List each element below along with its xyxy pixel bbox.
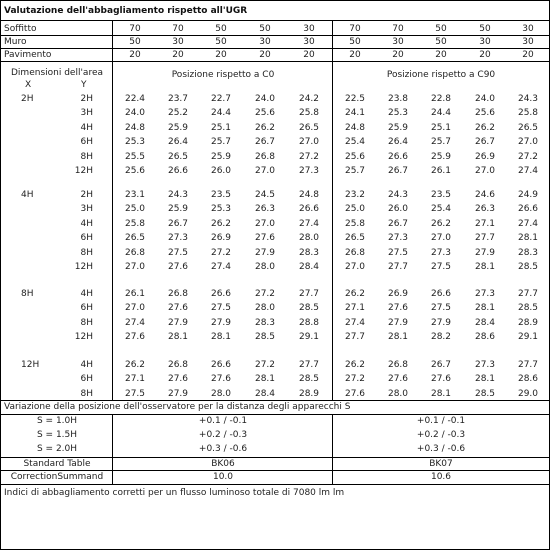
ugr-value-c90: 27.7 xyxy=(344,332,366,342)
ugr-value-c90: 24.3 xyxy=(517,94,539,104)
ugr-value-c90: 27.7 xyxy=(517,360,539,370)
ugr-value-c90: 26.7 xyxy=(387,219,409,229)
ugr-value-c90: 26.2 xyxy=(474,123,496,133)
ugr-value-c90: 28.6 xyxy=(474,332,496,342)
ugr-value-c0: 25.1 xyxy=(210,123,232,133)
ugr-value-c0: 26.7 xyxy=(167,219,189,229)
ugr-value-c90: 29.0 xyxy=(517,389,539,399)
variation-c90: +0.3 / -0.6 xyxy=(416,444,466,454)
ugr-value-c90: 25.9 xyxy=(430,152,452,162)
dimensions-label: Dimensioni dell'area xyxy=(11,68,103,78)
ugr-value-c0: 25.6 xyxy=(254,108,276,118)
ugr-value-c90: 23.2 xyxy=(344,190,366,200)
area-y-label: 12H xyxy=(74,262,93,272)
area-x-label: 12H xyxy=(21,360,40,370)
ugr-value-c90: 27.0 xyxy=(474,166,496,176)
ugr-value-c90: 25.4 xyxy=(344,137,366,147)
ugr-value-c90: 27.9 xyxy=(387,318,409,328)
column-divider-c0-c90 xyxy=(332,20,333,400)
ugr-value-c90: 28.0 xyxy=(387,389,409,399)
variation-label: Variazione della posizione dell'osservatore per la distanza degli apparecchi S xyxy=(4,402,351,412)
ugr-value-c90: 25.0 xyxy=(344,204,366,214)
area-x-label: 4H xyxy=(21,190,34,200)
rule-title xyxy=(1,20,549,21)
ugr-value-c90: 27.5 xyxy=(387,248,409,258)
ugr-value-c90: 23.5 xyxy=(430,190,452,200)
ugr-value-c90: 28.1 xyxy=(387,332,409,342)
reflectance-value: 20 xyxy=(392,50,404,60)
ugr-value-c90: 27.4 xyxy=(517,219,539,229)
ugr-value-c0: 23.7 xyxy=(167,94,189,104)
ugr-value-c90: 25.6 xyxy=(474,108,496,118)
ugr-value-c90: 27.7 xyxy=(387,262,409,272)
ugr-value-c0: 25.5 xyxy=(124,152,146,162)
reflectance-value: 50 xyxy=(259,24,271,34)
ugr-value-c0: 23.1 xyxy=(124,190,146,200)
area-y-label: 2H xyxy=(80,94,93,104)
ugr-value-c0: 27.0 xyxy=(124,262,146,272)
reflectance-value: 20 xyxy=(259,50,271,60)
ugr-value-c90: 28.6 xyxy=(517,374,539,384)
ugr-value-c0: 27.2 xyxy=(298,152,320,162)
ugr-value-c90: 26.6 xyxy=(517,204,539,214)
ugr-value-c90: 24.0 xyxy=(474,94,496,104)
ugr-value-c0: 27.9 xyxy=(167,389,189,399)
ugr-value-c0: 25.2 xyxy=(167,108,189,118)
ugr-value-c0: 27.6 xyxy=(210,374,232,384)
ugr-value-c90: 27.5 xyxy=(430,262,452,272)
ugr-value-c0: 27.9 xyxy=(167,318,189,328)
ugr-value-c0: 26.8 xyxy=(124,248,146,258)
ugr-value-c0: 28.1 xyxy=(210,332,232,342)
area-y-label: 12H xyxy=(74,166,93,176)
ugr-value-c90: 24.4 xyxy=(430,108,452,118)
ugr-value-c90: 27.1 xyxy=(474,219,496,229)
ugr-value-c0: 26.6 xyxy=(167,166,189,176)
standard-table-c0: BK06 xyxy=(211,459,235,469)
ugr-value-c90: 27.4 xyxy=(344,318,366,328)
ugr-value-c0: 26.2 xyxy=(124,360,146,370)
rule-after-variation xyxy=(1,414,549,415)
ugr-value-c90: 27.4 xyxy=(517,166,539,176)
ugr-value-c0: 25.3 xyxy=(124,137,146,147)
standard-table-c90: BK07 xyxy=(429,459,453,469)
reflectance-value: 30 xyxy=(522,24,534,34)
ugr-value-c90: 24.8 xyxy=(344,123,366,133)
ugr-value-c90: 26.2 xyxy=(344,289,366,299)
c0-header: Posizione rispetto a C0 xyxy=(171,70,275,80)
ugr-value-c90: 24.1 xyxy=(344,108,366,118)
reflectance-value: 30 xyxy=(172,37,184,47)
ugr-value-c90: 25.3 xyxy=(387,108,409,118)
ugr-value-c0: 24.0 xyxy=(254,94,276,104)
ugr-value-c0: 25.0 xyxy=(124,204,146,214)
ugr-value-c90: 24.6 xyxy=(474,190,496,200)
ugr-value-c90: 26.7 xyxy=(430,360,452,370)
ugr-value-c0: 26.4 xyxy=(167,137,189,147)
variation-c90: +0.1 / -0.1 xyxy=(416,416,466,426)
reflectance-value: 30 xyxy=(479,37,491,47)
ugr-value-c90: 27.3 xyxy=(474,289,496,299)
area-y-label: 6H xyxy=(80,137,93,147)
ugr-value-c90: 24.3 xyxy=(387,190,409,200)
ugr-value-c0: 27.6 xyxy=(254,233,276,243)
x-label: X xyxy=(25,80,32,90)
area-y-label: 3H xyxy=(80,108,93,118)
area-x-label: 8H xyxy=(21,289,34,299)
ugr-value-c90: 27.9 xyxy=(474,248,496,258)
ugr-value-c0: 27.6 xyxy=(124,332,146,342)
reflectance-value: 20 xyxy=(172,50,184,60)
area-y-label: 4H xyxy=(80,219,93,229)
ugr-value-c90: 28.1 xyxy=(474,303,496,313)
ugr-value-c0: 28.4 xyxy=(254,389,276,399)
ugr-value-c90: 26.2 xyxy=(344,360,366,370)
area-y-label: 8H xyxy=(80,389,93,399)
ugr-value-c90: 25.8 xyxy=(517,108,539,118)
ugr-value-c0: 26.7 xyxy=(254,137,276,147)
ugr-value-c0: 27.0 xyxy=(124,303,146,313)
ugr-value-c0: 27.5 xyxy=(124,389,146,399)
variation-c90: +0.2 / -0.3 xyxy=(416,430,466,440)
ugr-value-c90: 27.6 xyxy=(344,389,366,399)
variation-c0: +0.1 / -0.1 xyxy=(198,416,248,426)
ugr-value-c0: 24.3 xyxy=(167,190,189,200)
area-y-label: 4H xyxy=(80,289,93,299)
ugr-value-c0: 24.2 xyxy=(298,94,320,104)
ugr-value-c90: 26.9 xyxy=(387,289,409,299)
ugr-value-c90: 26.9 xyxy=(474,152,496,162)
ugr-value-c90: 26.7 xyxy=(474,137,496,147)
area-y-label: 6H xyxy=(80,303,93,313)
ugr-value-c90: 28.9 xyxy=(517,318,539,328)
ugr-value-c0: 27.9 xyxy=(210,318,232,328)
ugr-value-c90: 27.5 xyxy=(430,303,452,313)
ugr-value-c90: 22.8 xyxy=(430,94,452,104)
ugr-value-c0: 26.9 xyxy=(210,233,232,243)
reflectance-value: 70 xyxy=(129,24,141,34)
ugr-value-c90: 25.9 xyxy=(387,123,409,133)
reflectance-value: 70 xyxy=(349,24,361,34)
ugr-value-c0: 27.6 xyxy=(167,262,189,272)
ugr-value-c0: 24.8 xyxy=(298,190,320,200)
ugr-value-c0: 26.1 xyxy=(124,289,146,299)
ugr-value-c90: 28.2 xyxy=(430,332,452,342)
ugr-value-c90: 27.0 xyxy=(517,137,539,147)
area-y-label: 6H xyxy=(80,374,93,384)
ugr-value-c90: 25.4 xyxy=(430,204,452,214)
ugr-value-c0: 26.3 xyxy=(254,204,276,214)
reflectance-value: 20 xyxy=(522,50,534,60)
variation-s: S = 2.0H xyxy=(36,444,78,454)
ugr-value-c0: 25.3 xyxy=(210,204,232,214)
ugr-value-c0: 26.0 xyxy=(210,166,232,176)
reflectance-label: Soffitto xyxy=(4,24,37,34)
ugr-value-c0: 27.3 xyxy=(167,233,189,243)
footer-note: Indici di abbagliamento corretti per un flusso luminoso totale di 7080 lm lm xyxy=(4,488,345,498)
reflectance-value: 20 xyxy=(349,50,361,60)
ugr-value-c0: 22.4 xyxy=(124,94,146,104)
ugr-value-c0: 27.1 xyxy=(124,374,146,384)
ugr-value-c90: 26.7 xyxy=(387,166,409,176)
ugr-value-c0: 27.2 xyxy=(254,360,276,370)
ugr-value-c90: 27.6 xyxy=(387,303,409,313)
ugr-value-c0: 27.3 xyxy=(298,166,320,176)
reflectance-value: 20 xyxy=(479,50,491,60)
table-title: Valutazione dell'abbagliamento rispetto all'UGR xyxy=(4,6,248,16)
ugr-value-c0: 28.0 xyxy=(298,233,320,243)
ugr-value-c90: 27.7 xyxy=(474,233,496,243)
ugr-value-c0: 22.7 xyxy=(210,94,232,104)
ugr-value-c90: 26.5 xyxy=(517,123,539,133)
ugr-value-c0: 28.3 xyxy=(298,248,320,258)
ugr-value-c90: 27.6 xyxy=(387,374,409,384)
ugr-value-c0: 27.5 xyxy=(210,303,232,313)
area-y-label: 4H xyxy=(80,123,93,133)
column-divider-labels xyxy=(112,414,113,484)
standard-table-label: Standard Table xyxy=(23,459,91,469)
ugr-value-c90: 27.9 xyxy=(430,318,452,328)
rule-reflectance xyxy=(1,48,549,49)
ugr-value-c0: 26.2 xyxy=(210,219,232,229)
ugr-value-c0: 27.0 xyxy=(298,137,320,147)
ugr-value-c0: 24.8 xyxy=(124,123,146,133)
ugr-value-c0: 27.0 xyxy=(254,166,276,176)
ugr-value-c90: 22.5 xyxy=(344,94,366,104)
ugr-value-c90: 23.8 xyxy=(387,94,409,104)
reflectance-value: 30 xyxy=(303,24,315,34)
ugr-value-c0: 28.8 xyxy=(298,318,320,328)
column-divider-labels xyxy=(112,20,113,400)
area-y-label: 6H xyxy=(80,233,93,243)
ugr-value-c0: 26.5 xyxy=(124,233,146,243)
ugr-value-c0: 26.6 xyxy=(210,289,232,299)
reflectance-value: 50 xyxy=(215,24,227,34)
ugr-value-c0: 28.5 xyxy=(298,303,320,313)
reflectance-value: 30 xyxy=(392,37,404,47)
area-x-label: 2H xyxy=(21,94,34,104)
ugr-value-c0: 27.4 xyxy=(124,318,146,328)
reflectance-label: Muro xyxy=(4,37,27,47)
ugr-value-c90: 28.1 xyxy=(474,374,496,384)
rule-after-variations xyxy=(1,457,549,458)
ugr-value-c0: 25.7 xyxy=(210,137,232,147)
area-y-label: 8H xyxy=(80,318,93,328)
ugr-value-c0: 25.9 xyxy=(210,152,232,162)
ugr-value-c0: 24.0 xyxy=(124,108,146,118)
reflectance-value: 20 xyxy=(435,50,447,60)
ugr-value-c90: 27.0 xyxy=(344,262,366,272)
rule-reflectance xyxy=(1,35,549,36)
ugr-value-c0: 28.9 xyxy=(298,389,320,399)
ugr-value-c0: 24.4 xyxy=(210,108,232,118)
ugr-value-c90: 25.1 xyxy=(430,123,452,133)
variation-s: S = 1.0H xyxy=(36,416,78,426)
ugr-value-c0: 28.0 xyxy=(254,262,276,272)
ugr-value-c90: 26.8 xyxy=(344,248,366,258)
correction-c90: 10.6 xyxy=(430,472,452,482)
ugr-value-c0: 27.5 xyxy=(167,248,189,258)
ugr-value-c0: 28.3 xyxy=(254,318,276,328)
area-y-label: 8H xyxy=(80,152,93,162)
c90-header: Posizione rispetto a C90 xyxy=(386,70,496,80)
ugr-value-c0: 25.8 xyxy=(124,219,146,229)
ugr-value-c90: 27.2 xyxy=(517,152,539,162)
reflectance-value: 50 xyxy=(435,24,447,34)
column-divider-c0-c90 xyxy=(332,414,333,484)
rule-correction xyxy=(1,484,549,485)
reflectance-value: 50 xyxy=(349,37,361,47)
ugr-value-c0: 28.0 xyxy=(210,389,232,399)
ugr-value-c90: 28.5 xyxy=(517,262,539,272)
ugr-value-c90: 28.5 xyxy=(517,303,539,313)
correction-c0: 10.0 xyxy=(212,472,234,482)
ugr-value-c0: 27.7 xyxy=(298,360,320,370)
area-y-label: 2H xyxy=(80,190,93,200)
ugr-value-c90: 28.1 xyxy=(430,389,452,399)
reflectance-value: 50 xyxy=(215,37,227,47)
ugr-value-c0: 25.6 xyxy=(124,166,146,176)
ugr-value-c90: 28.4 xyxy=(474,318,496,328)
ugr-value-c90: 29.1 xyxy=(517,332,539,342)
ugr-value-c0: 26.6 xyxy=(210,360,232,370)
ugr-value-c0: 26.5 xyxy=(167,152,189,162)
ugr-value-c90: 28.5 xyxy=(474,389,496,399)
ugr-value-c90: 25.6 xyxy=(344,152,366,162)
correction-label: CorrectionSummand xyxy=(10,472,104,482)
ugr-value-c90: 27.3 xyxy=(387,233,409,243)
ugr-value-c0: 27.6 xyxy=(167,374,189,384)
ugr-value-c90: 27.3 xyxy=(430,248,452,258)
ugr-value-c0: 27.2 xyxy=(254,289,276,299)
variation-c0: +0.2 / -0.3 xyxy=(198,430,248,440)
reflectance-value: 20 xyxy=(129,50,141,60)
ugr-value-c0: 26.2 xyxy=(254,123,276,133)
variation-c0: +0.3 / -0.6 xyxy=(198,444,248,454)
ugr-value-c0: 27.0 xyxy=(254,219,276,229)
reflectance-value: 20 xyxy=(215,50,227,60)
ugr-value-c90: 25.7 xyxy=(344,166,366,176)
rule-before-variation xyxy=(1,400,549,401)
ugr-value-c0: 27.2 xyxy=(210,248,232,258)
area-y-label: 12H xyxy=(74,332,93,342)
ugr-value-c0: 25.8 xyxy=(298,108,320,118)
ugr-value-c90: 27.1 xyxy=(344,303,366,313)
ugr-value-c90: 28.3 xyxy=(517,248,539,258)
ugr-value-c90: 26.8 xyxy=(387,360,409,370)
variation-s: S = 1.5H xyxy=(36,430,78,440)
ugr-value-c0: 25.9 xyxy=(167,123,189,133)
ugr-value-c90: 26.4 xyxy=(387,137,409,147)
reflectance-value: 30 xyxy=(259,37,271,47)
ugr-value-c0: 28.1 xyxy=(167,332,189,342)
ugr-value-c0: 27.9 xyxy=(254,248,276,258)
reflectance-value: 70 xyxy=(172,24,184,34)
ugr-value-c90: 28.1 xyxy=(474,262,496,272)
ugr-value-c90: 27.6 xyxy=(430,374,452,384)
ugr-value-c0: 26.8 xyxy=(167,360,189,370)
ugr-value-c90: 25.8 xyxy=(344,219,366,229)
ugr-value-c0: 23.5 xyxy=(210,190,232,200)
area-y-label: 3H xyxy=(80,204,93,214)
reflectance-value: 50 xyxy=(435,37,447,47)
ugr-value-c90: 26.0 xyxy=(387,204,409,214)
ugr-value-c0: 26.6 xyxy=(298,204,320,214)
ugr-value-c0: 29.1 xyxy=(298,332,320,342)
reflectance-value: 30 xyxy=(522,37,534,47)
ugr-value-c90: 26.1 xyxy=(430,166,452,176)
reflectance-value: 70 xyxy=(392,24,404,34)
rule-standard xyxy=(1,470,549,471)
ugr-value-c90: 25.7 xyxy=(430,137,452,147)
ugr-value-c90: 26.2 xyxy=(430,219,452,229)
ugr-value-c90: 26.6 xyxy=(387,152,409,162)
ugr-value-c0: 27.6 xyxy=(167,303,189,313)
reflectance-value: 30 xyxy=(303,37,315,47)
area-y-label: 8H xyxy=(80,248,93,258)
ugr-value-c90: 27.2 xyxy=(344,374,366,384)
ugr-value-c0: 26.8 xyxy=(167,289,189,299)
ugr-value-c90: 27.3 xyxy=(474,360,496,370)
y-label: Y xyxy=(81,80,87,90)
reflectance-value: 20 xyxy=(303,50,315,60)
reflectance-value: 50 xyxy=(479,24,491,34)
ugr-value-c0: 28.5 xyxy=(254,332,276,342)
ugr-value-c0: 27.4 xyxy=(210,262,232,272)
ugr-value-c90: 27.7 xyxy=(517,289,539,299)
ugr-value-c90: 24.9 xyxy=(517,190,539,200)
rule-reflectance xyxy=(1,61,549,62)
ugr-value-c90: 26.5 xyxy=(344,233,366,243)
area-y-label: 4H xyxy=(80,360,93,370)
ugr-value-c90: 26.6 xyxy=(430,289,452,299)
ugr-value-c0: 28.4 xyxy=(298,262,320,272)
ugr-value-c0: 28.5 xyxy=(298,374,320,384)
ugr-value-c0: 28.0 xyxy=(254,303,276,313)
ugr-value-c0: 25.9 xyxy=(167,204,189,214)
ugr-value-c90: 28.1 xyxy=(517,233,539,243)
ugr-value-c0: 27.7 xyxy=(298,289,320,299)
ugr-value-c90: 26.3 xyxy=(474,204,496,214)
ugr-value-c0: 26.5 xyxy=(298,123,320,133)
ugr-value-c0: 28.1 xyxy=(254,374,276,384)
ugr-value-c0: 26.8 xyxy=(254,152,276,162)
ugr-value-c90: 27.0 xyxy=(430,233,452,243)
reflectance-value: 50 xyxy=(129,37,141,47)
ugr-value-c0: 27.4 xyxy=(298,219,320,229)
ugr-value-c0: 24.5 xyxy=(254,190,276,200)
reflectance-label: Pavimento xyxy=(4,50,52,60)
